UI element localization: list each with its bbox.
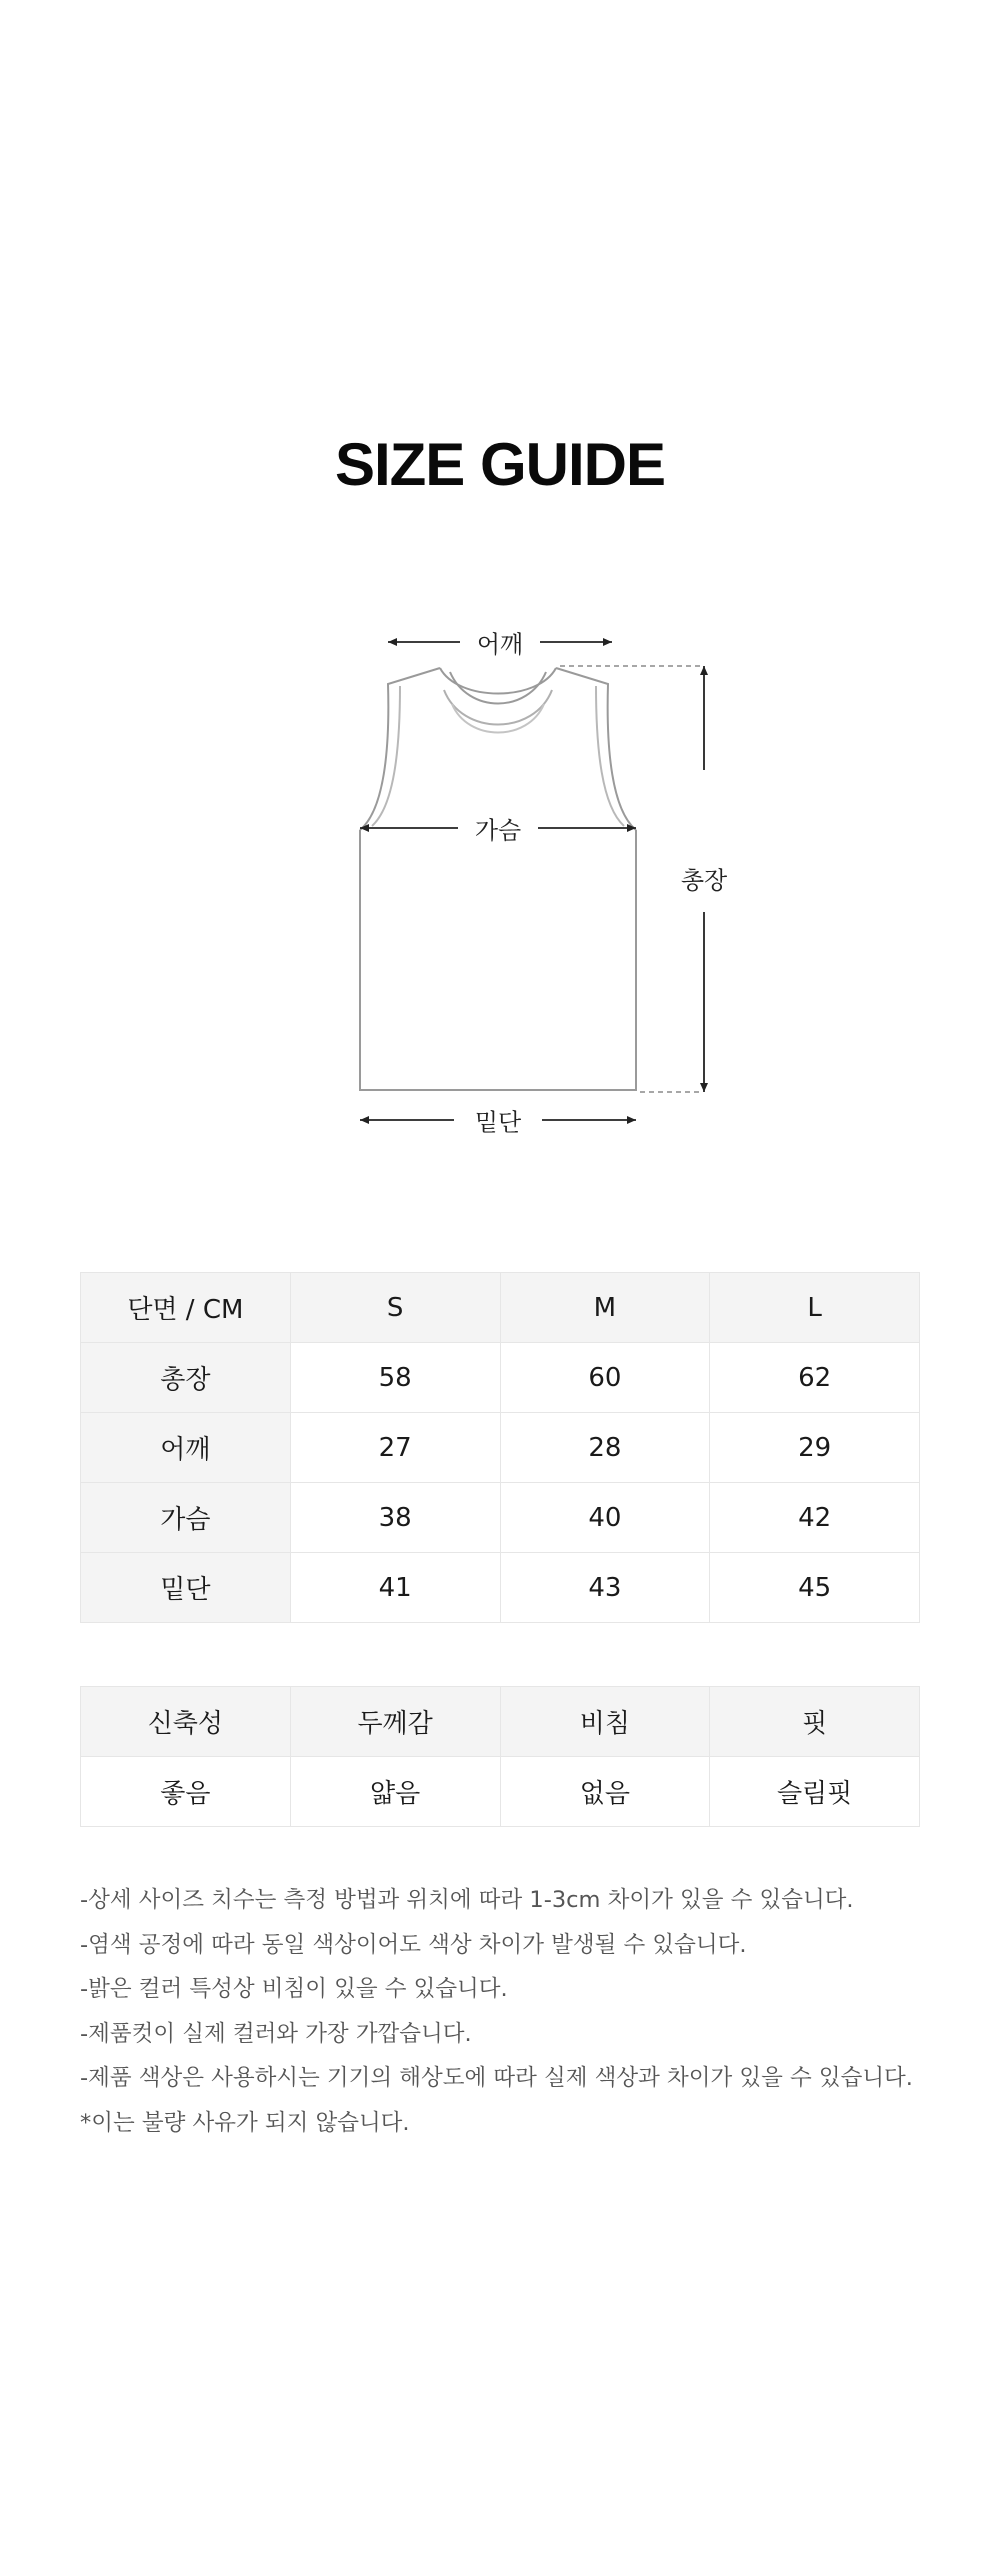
table-cell: 29 xyxy=(710,1413,920,1483)
size-table-header-row xyxy=(81,1273,920,1343)
row-label-length: 총장 xyxy=(81,1343,291,1413)
note-line: -밝은 컬러 특성상 비침이 있을 수 있습니다. xyxy=(80,1976,508,2002)
table-row xyxy=(81,1757,920,1827)
table-cell: 45 xyxy=(710,1553,920,1623)
table-cell: 60 xyxy=(500,1343,710,1413)
attr-value-stretch: 좋음 xyxy=(81,1757,291,1827)
row-label-chest: 가슴 xyxy=(81,1483,291,1553)
table-cell: 27 xyxy=(290,1413,500,1483)
attr-table-header-row xyxy=(81,1687,920,1757)
table-cell: 62 xyxy=(710,1343,920,1413)
size-header-m: M xyxy=(500,1273,710,1343)
hem-label: 밑단 xyxy=(469,1103,527,1138)
size-diagram xyxy=(0,600,1000,1160)
size-notes xyxy=(80,1878,960,2145)
table-corner-cell: 단면 / CM xyxy=(81,1273,291,1343)
note-line: *이는 불량 사유가 되지 않습니다. xyxy=(80,2109,410,2136)
table-cell: 40 xyxy=(500,1483,710,1553)
size-header-s: S xyxy=(290,1273,500,1343)
attr-value-sheerness: 없음 xyxy=(500,1757,710,1827)
attr-header-thickness: 두께감 xyxy=(290,1687,500,1757)
attr-header-stretch: 신축성 xyxy=(81,1687,291,1757)
table-row xyxy=(81,1413,920,1483)
chest-label: 가슴 xyxy=(469,811,527,846)
size-table xyxy=(80,1272,920,1623)
table-cell: 38 xyxy=(290,1483,500,1553)
row-label-shoulder: 어깨 xyxy=(81,1413,291,1483)
table-cell: 42 xyxy=(710,1483,920,1553)
note-line: -제품 색상은 사용하시는 기기의 해상도에 따라 실제 색상과 차이가 있을 수 있습니다. xyxy=(80,2065,913,2091)
note-line: -염색 공정에 따라 동일 색상이어도 색상 차이가 발생될 수 있습니다. xyxy=(80,1931,747,1958)
table-row xyxy=(81,1343,920,1413)
table-cell: 58 xyxy=(290,1343,500,1413)
attr-value-fit: 슬림핏 xyxy=(710,1757,920,1827)
table-cell: 41 xyxy=(290,1553,500,1623)
row-label-hem: 밑단 xyxy=(81,1553,291,1623)
size-header-l: L xyxy=(710,1273,920,1343)
length-label: 총장 xyxy=(675,861,733,896)
table-row xyxy=(81,1483,920,1553)
tank-top-illustration xyxy=(0,600,1000,1160)
page-title: SIZE GUIDE xyxy=(334,431,666,498)
shoulder-label: 어깨 xyxy=(471,625,529,660)
attr-value-thickness: 얇음 xyxy=(290,1757,500,1827)
table-row xyxy=(81,1553,920,1623)
note-line: -상세 사이즈 치수는 측정 방법과 위치에 따라 1-3cm 차이가 있을 수 있습니다. xyxy=(80,1887,854,1913)
garment-outline xyxy=(360,668,636,1090)
attr-header-sheerness: 비침 xyxy=(500,1687,710,1757)
fabric-attribute-table xyxy=(80,1686,920,1827)
table-cell: 43 xyxy=(500,1553,710,1623)
note-line: -제품컷이 실제 컬러와 가장 가깝습니다. xyxy=(80,2020,472,2047)
table-cell: 28 xyxy=(500,1413,710,1483)
attr-header-fit: 핏 xyxy=(710,1687,920,1757)
